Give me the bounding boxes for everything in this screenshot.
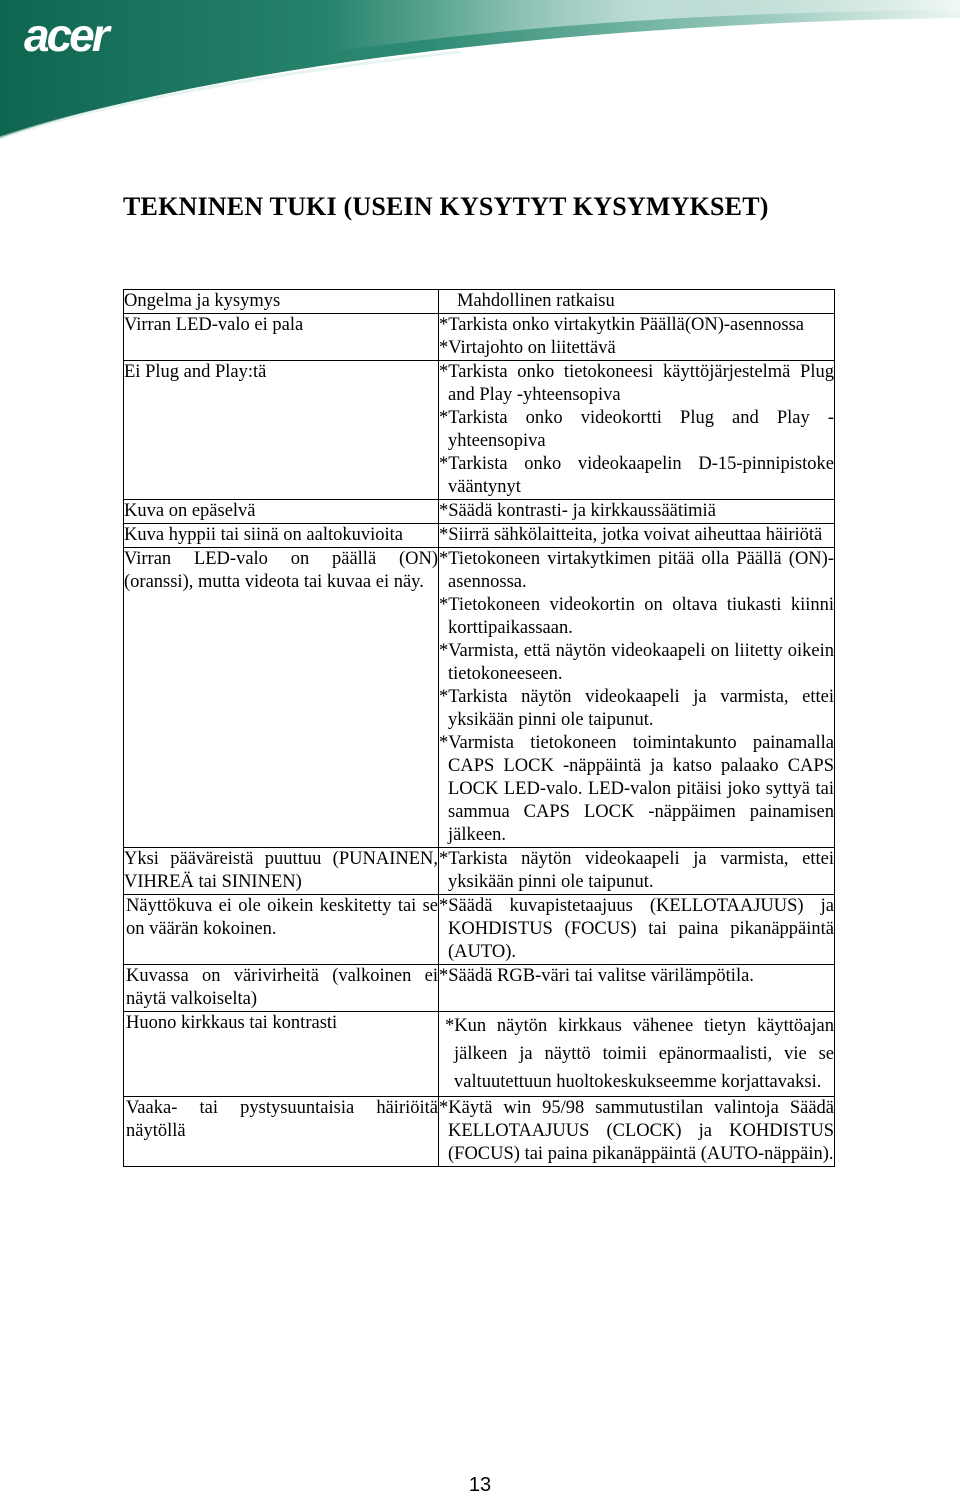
problem-cell: Vaaka- tai pystysuuntaisia häiriöitä näytöllä — [124, 1097, 439, 1167]
column-header-problem: Ongelma ja kysymys — [124, 290, 439, 314]
solution-item: *Tarkista onko videokaapelin D-15-pinnipistoke vääntynyt — [439, 454, 834, 497]
solution-item: *Varmista, että näytön videokaapeli on liitetty oikein tietokoneeseen. — [439, 641, 834, 684]
solution-item: *Siirrä sähkölaitteita, jotka voivat aiheuttaa häiriötä — [439, 525, 823, 545]
table-row — [124, 548, 835, 848]
table-row — [124, 500, 835, 524]
solution-cell — [439, 314, 835, 361]
solution-cell — [439, 1012, 835, 1097]
page-title: TEKNINEN TUKI (USEIN KYSYTYT KYSYMYKSET) — [123, 192, 769, 221]
table-row — [124, 965, 835, 1012]
header-banner — [0, 0, 960, 140]
table-row — [124, 1097, 835, 1167]
problem-cell: Ei Plug and Play:tä — [124, 361, 439, 500]
faq-table — [123, 289, 835, 1167]
table-row — [124, 1012, 835, 1097]
problem-cell: Virran LED-valo on päällä (ON) (oranssi), mutta videota tai kuvaa ei näy. — [124, 548, 439, 848]
solution-item: *Säädä kontrasti- ja kirkkaussäätimiä — [439, 501, 716, 521]
problem-cell: Virran LED-valo ei pala — [124, 314, 439, 361]
problem-cell: Kuva on epäselvä — [124, 500, 439, 524]
solution-item: *Tarkista näytön videokaapeli ja varmista, ettei yksikään pinni ole taipunut. — [439, 687, 834, 730]
solution-cell — [439, 895, 835, 965]
problem-cell: Kuva hyppii tai siinä on aaltokuvioita — [124, 524, 439, 548]
table-header-row — [124, 290, 835, 314]
solution-item: *Säädä RGB-väri tai valitse värilämpötila. — [439, 966, 754, 986]
solution-cell — [439, 848, 835, 895]
problem-cell: Kuvassa on värivirheitä (valkoinen ei näytä valkoiselta) — [124, 965, 439, 1012]
page-number: 13 — [468, 1474, 492, 1496]
solution-item: *Tarkista onko virtakytkin Päällä(ON)-asennossa — [439, 315, 805, 335]
solution-cell — [439, 548, 835, 848]
solution-cell — [439, 500, 835, 524]
table-row — [124, 848, 835, 895]
solution-item: *Kun näytön kirkkaus vähenee tietyn käyttöajan jälkeen ja näyttö toimii epänormaalisti, vie se valtuutettuun huoltokeskukseemme korjattavaksi. — [445, 1016, 834, 1092]
table-row — [124, 314, 835, 361]
solution-item: *Tietokoneen videokortin on oltava tiukasti kiinni korttipaikassaan. — [439, 595, 834, 638]
column-header-solution: Mahdollinen ratkaisu — [439, 290, 835, 314]
solution-item: *Tarkista onko videokortti Plug and Play -yhteensopiva — [439, 408, 834, 451]
solution-cell — [439, 965, 835, 1012]
problem-cell: Yksi pääväreistä puuttuu (PUNAINEN, VIHREÄ tai SININEN) — [124, 848, 439, 895]
solution-item: *Käytä win 95/98 sammutustilan valintoja Säädä KELLOTAAJUUS (CLOCK) ja KOHDISTUS (FOCUS) tai paina pikanäppäintä (AUTO-näppäin). — [439, 1098, 834, 1164]
solution-cell — [439, 361, 835, 500]
problem-cell: Näyttökuva ei ole oikein keskitetty tai se on väärän kokoinen. — [124, 895, 439, 965]
solution-item: *Virtajohto on liitettävä — [439, 338, 616, 358]
banner-swoosh — [0, 0, 960, 140]
solution-item: *Säädä kuvapistetaajuus (KELLOTAAJUUS) ja KOHDISTUS (FOCUS) tai paina pikanäppäintä (AUTO). — [439, 896, 834, 962]
problem-cell: Huono kirkkaus tai kontrasti — [124, 1012, 439, 1097]
table-row — [124, 895, 835, 965]
solution-cell — [439, 524, 835, 548]
table-row — [124, 361, 835, 500]
table-row — [124, 524, 835, 548]
solution-item: *Varmista tietokoneen toimintakunto painamalla CAPS LOCK -näppäintä ja katso palaako CAPS LOCK LED-valo. LED-valon pitäisi joko syttyä tai sammua CAPS LOCK -näppäimen painamisen jälkeen. — [439, 733, 834, 845]
solution-item: *Tarkista näytön videokaapeli ja varmista, ettei yksikään pinni ole taipunut. — [439, 849, 834, 892]
solution-cell — [439, 1097, 835, 1167]
acer-logo: acer — [24, 9, 107, 61]
solution-item: *Tarkista onko tietokoneesi käyttöjärjestelmä Plug and Play -yhteensopiva — [439, 362, 834, 405]
solution-item: *Tietokoneen virtakytkimen pitää olla Päällä (ON)-asennossa. — [439, 549, 834, 592]
